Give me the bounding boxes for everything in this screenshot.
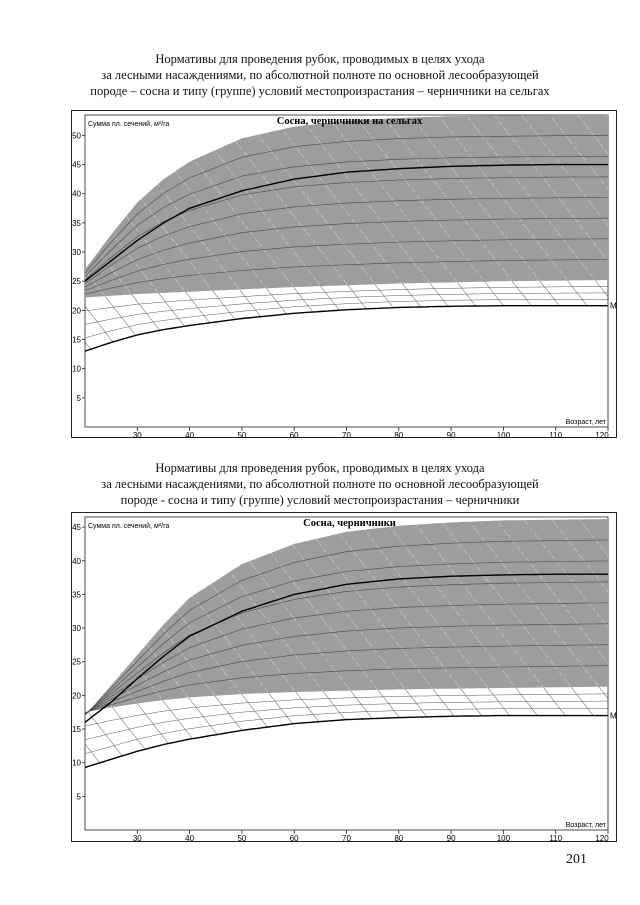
y-tick-label: 10 — [72, 364, 81, 374]
y-tick-label: 30 — [72, 248, 81, 258]
y-axis-label: Сумма пл. сечений, м²/га — [88, 523, 170, 530]
x-tick-label: 60 — [289, 431, 299, 438]
x-tick-label: 120 — [595, 431, 609, 438]
caption-line: породе – сосна и типу (группе) условий местопроизрастания – черничники на сельгах — [90, 84, 550, 98]
y-tick-label: 50 — [72, 131, 81, 141]
y-tick-label: 35 — [72, 218, 81, 228]
y-tick-label: 5 — [76, 393, 81, 403]
x-tick-label: 80 — [394, 431, 404, 438]
chart-sosna-chernichniki-na-selgakh — [71, 110, 617, 438]
x-tick-label: 110 — [549, 431, 563, 438]
x-tick-label: 40 — [185, 834, 195, 842]
caption-line: породе - сосна и типу (группе) условий местопроизрастания – черничники — [120, 493, 520, 507]
x-axis-label: Возраст, лет — [565, 419, 606, 426]
x-tick-label: 80 — [394, 834, 404, 842]
x-tick-label: 100 — [496, 431, 511, 438]
x-tick-label: 70 — [342, 834, 351, 842]
x-tick-label: 120 — [595, 834, 609, 842]
page-number: 201 — [566, 852, 587, 867]
y-tick-label: 25 — [72, 657, 81, 667]
x-tick-label: 70 — [342, 431, 351, 438]
y-tick-label: 5 — [76, 792, 81, 802]
y-tick-label: 25 — [72, 277, 81, 287]
caption-line: Нормативы для проведения рубок, проводимых в целях ухода — [155, 461, 485, 475]
x-tick-label: 90 — [446, 834, 456, 842]
chart-title: Сосна, черничники на сельгах — [276, 116, 423, 127]
y-tick-label: 15 — [72, 725, 81, 735]
x-tick-label: 90 — [446, 431, 456, 438]
y-tick-label: 30 — [72, 624, 81, 634]
series-label-m: М — [610, 711, 617, 721]
y-tick-label: 40 — [72, 189, 81, 199]
x-tick-label: 50 — [237, 431, 247, 438]
y-tick-label: 45 — [72, 523, 81, 533]
x-tick-label: 50 — [237, 834, 247, 842]
y-tick-label: 15 — [72, 335, 81, 345]
x-tick-label: 60 — [289, 834, 299, 842]
y-tick-label: 20 — [72, 691, 81, 701]
y-tick-label: 35 — [72, 590, 81, 600]
y-tick-label: 40 — [72, 556, 81, 566]
caption-line: Нормативы для проведения рубок, проводимых в целях ухода — [155, 52, 485, 66]
chart-title: Сосна, черничники — [303, 518, 396, 529]
y-tick-label: 10 — [72, 758, 81, 768]
chart-sosna-chernichniki — [71, 512, 617, 842]
chart-caption-1 — [0, 51, 640, 99]
x-tick-label: 100 — [496, 834, 511, 842]
caption-line: за лесными насаждениями, по абсолютной полноте по основной лесообразующей — [101, 477, 539, 491]
chart-caption-2 — [0, 460, 640, 508]
y-tick-label: 20 — [72, 306, 81, 316]
caption-line: за лесными насаждениями, по абсолютной полноте по основной лесообразующей — [101, 68, 539, 82]
y-tick-label: 45 — [72, 160, 81, 170]
x-axis-label: Возраст, лет — [565, 822, 606, 829]
series-label-m: М — [610, 301, 617, 311]
x-tick-label: 30 — [132, 834, 142, 842]
y-axis-label: Сумма пл. сечений, м²/га — [88, 121, 170, 128]
x-tick-label: 40 — [185, 431, 195, 438]
x-tick-label: 110 — [549, 834, 563, 842]
x-tick-label: 30 — [132, 431, 142, 438]
